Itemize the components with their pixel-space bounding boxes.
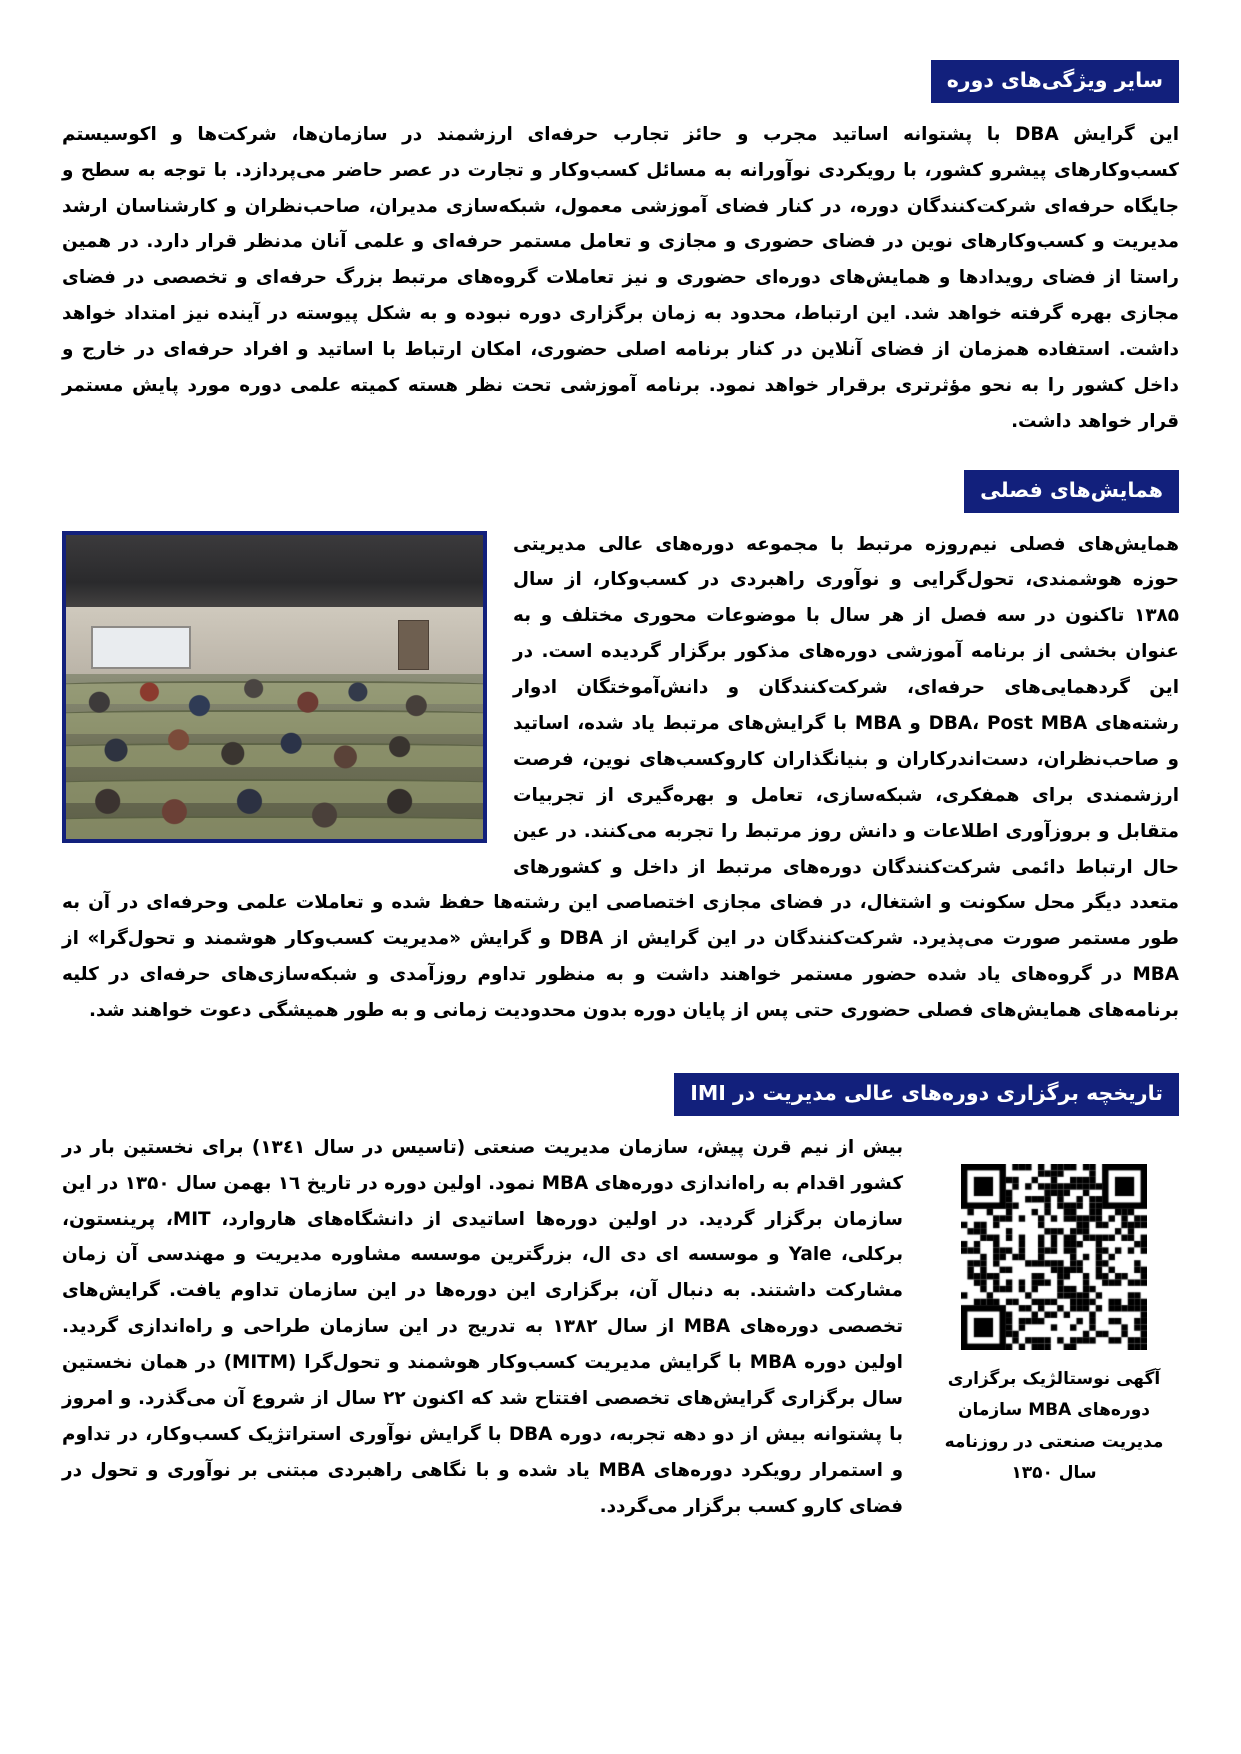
paragraph-imi-history: بیش از نیم قرن پیش، سازمان مدیریت صنعتی (تاسیس در سال ۱۳٤۱) برای نخستین بار در کشور اقدام به راه‌اندازی دوره‌های MBA نمود. اولین دوره در تاریخ ۱٦ بهمن سال ۱۳۵۰ در این سازمان برگزار گردید. در اولین دوره‌ها اساتیدی از دانشگاه‌های هاروارد، MIT، پرینستون، برکلی، Yale و موسسه ای دی ال، بزرگترین موسسه مشاوره مدیریت و مهندسی آن زمان مشارکت داشتند. به دنبال آن، برگزاری این دوره‌ها در این سازمان تداوم یافت. گرایش‌های تخصصی دوره‌های MBA از سال ۱۳۸۲ به تدریج در این سازمان طراحی و راه‌اندازی گردید. اولین دوره MBA با گرایش مدیریت کسب‌وکار هوشمند و تحول‌گرا (MITM) در همان نخستین سال برگزاری گرایش‌های تخصصی افتتاح شد که اکنون ۲۲ سال از شروع آن می‌گذرد. و امروز با پشتوانه بیش از دو دهه تجربه، دوره DBA با گرایش نوآوری استراتژیک کسب‌وکار، در تداوم و استمرار رویکرد دوره‌های MBA یاد شده و با نگاهی راهبردی مبتنی بر نوآوری و تحول در فضای کارو کسب برگزار می‌گردد. <box>62 1136 904 1517</box>
section-other-course-features <box>62 60 1179 440</box>
newspaper-ad-qr-code[interactable] <box>961 1164 1147 1350</box>
section-heading-row <box>62 1073 1179 1116</box>
section-seasonal-conferences <box>62 470 1179 1043</box>
photo-projection-screen <box>91 626 191 670</box>
conference-hall-photo <box>62 531 487 843</box>
qr-caption: آگهی نوستالژیک برگزاری دوره‌های MBA سازمان مدیریت صنعتی در روزنامه سال ۱۳۵۰ <box>944 1368 1164 1484</box>
photo-ceiling <box>66 535 483 614</box>
qr-block <box>929 1164 1179 1490</box>
section-imi-history <box>62 1073 1179 1539</box>
section-heading-seasonal-conferences: همایش‌های فصلی <box>964 470 1179 513</box>
photo-door <box>398 620 429 671</box>
photo-audience <box>66 668 483 838</box>
section-heading-row <box>62 470 1179 513</box>
section-heading-other-features: سایر ویژگی‌های دوره <box>931 60 1179 103</box>
section-heading-row <box>62 60 1179 103</box>
section-heading-imi-history: تاریخچه برگزاری دوره‌های عالی مدیریت در IMI <box>674 1073 1179 1116</box>
paragraph-seasonal-conferences: همایش‌های فصلی نیم‌روزه مرتبط با مجموعه دوره‌های عالی مدیریتی حوزه هوشمندی، تحول‌گرایی و نوآوری راهبردی در کسب‌وکار، از سال ۱۳۸۵ تاکنون در سه فصل از هر سال با موضوعات محوری مختلف و به عنوان بخشی از برنامه آموزشی دوره‌های مذکور برگزار گردیده است. در این گردهمایی‌های حرفه‌ای، شرکت‌کنندگان و دانش‌آموختگان ادوار رشته‌های DBA، Post MBA و MBA با گرایش‌های مرتبط یاد شده، اساتید و صاحب‌نظران، دست‌اندرکاران و بنیانگذاران کاروکسب‌های نوین، فرصت ارزشمندی برای همفکری، شبکه‌سازی، تعامل و بهره‌گیری از تجربیات متقابل و بروزآوری اطلاعات و دانش روز مرتبط را تجربه می‌کنند. در عین حال ارتباط دائمی شرکت‌کنندگان دوره‌های مرتبط از داخل و کشورهای متعدد دیگر محل سکونت و اشتغال، در فضای مجازی اختصاصی این رشته‌ها حفظ شده و تعاملات علمی وحرفه‌ای در آن به طور مستمر صورت می‌پذیرد. شرکت‌کنندگان در این گرایش از DBA و گرایش «مدیریت کسب‌وکار هوشمند و تحول‌گرا» از MBA در گروه‌های یاد شده حضور مستمر خواهند داشت و به منظور تداوم روزآمدی و شبکه‌سازی‌های حرفه‌ای در کلیه برنامه‌های همایش‌های فصلی حضوری حتی پس از پایان دوره بدون محدودیت زمانی و به طور همیشگی دعوت خواهند شد. <box>62 533 1180 1022</box>
paragraph-other-features: این گرایش DBA با پشتوانه اساتید مجرب و حائز تجارب حرفه‌ای ارزشمند در سازمان‌ها، شرکت‌ها و اکوسیستم کسب‌وکارهای پیشرو کشور، با رویکردی نوآورانه به مسائل کسب‌وکار و تجارت در عصر حاضر می‌پردازد. با توجه به سطح و جایگاه حرفه‌ای شرکت‌کنندگان دوره، در کنار فضای آموزشی معمول، شبکه‌سازی مدیران، صاحب‌نظران و کارشناسان ارشد مدیریت و کسب‌وکارهای نوین در فضای حضوری و مجازی و تعامل مستمر حرفه‌ای و علمی آنان مدنظر قرار دارد. در همین راستا از فضای رویدادها و همایش‌های دوره‌ای حضوری و نیز تعاملات گروه‌های مرتبط بزرگ حرفه‌ای و تخصصی در فضای مجازی بهره گرفته خواهد شد. این ارتباط، محدود به زمان برگزاری دوره نبوده و به شکل پیوسته در آینده نیز امتداد خواهد داشت. استفاده همزمان از فضای آنلاین در کنار برنامه اصلی حضوری، امکان ارتباط با اساتید و افراد حرفه‌ای در خارج و داخل کشور را به نحو مؤثرتری برقرار خواهد نمود. برنامه آموزشی تحت نظر هسته کمیته علمی دوره مورد پایش مستمر قرار خواهد داشت. <box>62 123 1180 432</box>
